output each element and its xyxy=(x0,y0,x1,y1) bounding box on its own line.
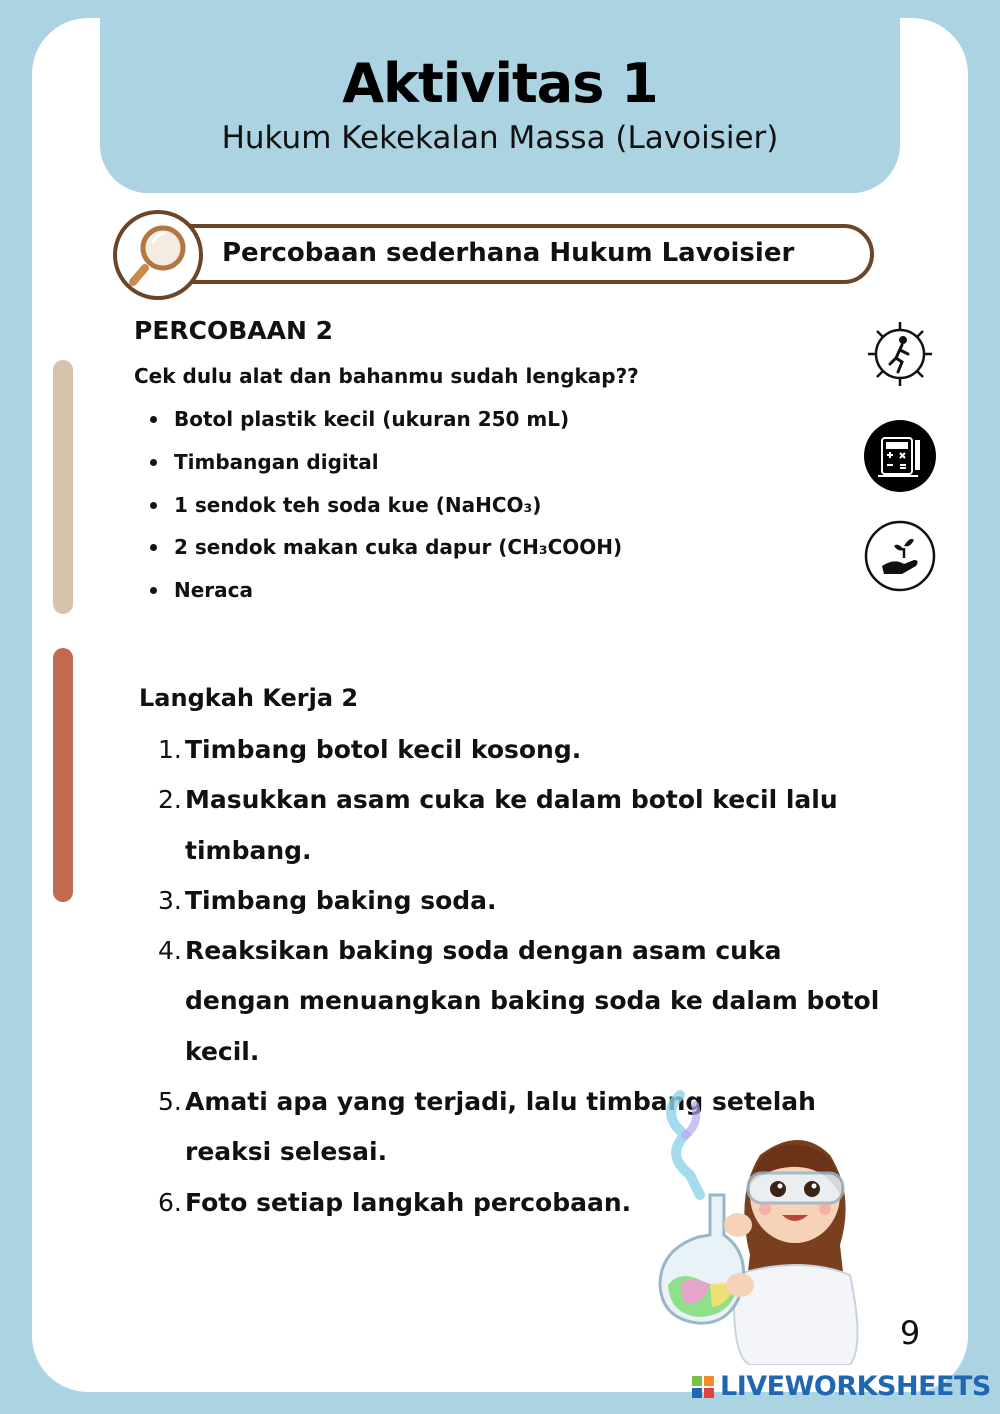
step-text: Amati apa yang terjadi, lalu timbang setelah reaksi selesai. xyxy=(185,1087,816,1167)
page-subtitle: Hukum Kekekalan Massa (Lavoisier) xyxy=(221,120,779,156)
list-item: 1 sendok teh soda kue (NaHCO₃) xyxy=(148,484,622,527)
scientist-illustration xyxy=(640,1085,880,1365)
step-number: 2. xyxy=(158,785,182,815)
step-number: 4. xyxy=(158,936,182,966)
step-text: Timbang botol kecil kosong. xyxy=(185,735,582,764)
list-item: 2 sendok makan cuka dapur (CH₃COOH) xyxy=(148,526,622,569)
page-number: 9 xyxy=(899,1314,921,1352)
hand-plant-icon xyxy=(864,520,936,592)
step-number: 6. xyxy=(158,1187,182,1217)
calculator-book-icon xyxy=(864,420,936,492)
experiment-title: PERCOBAAN 2 xyxy=(134,316,334,345)
step-item xyxy=(150,725,880,775)
step-item xyxy=(150,775,880,876)
step-text: Masukkan asam cuka ke dalam botol kecil lalu timbang. xyxy=(185,785,838,865)
page-title: Aktivitas 1 xyxy=(342,52,658,115)
steps-title: Langkah Kerja 2 xyxy=(139,684,359,712)
gear-person-icon xyxy=(864,318,936,390)
step-number: 1. xyxy=(158,735,182,764)
decor-bar-rust xyxy=(53,648,73,902)
tools-list xyxy=(148,398,622,612)
check-text: Cek dulu alat dan bahanmu sudah lengkap?? xyxy=(134,364,639,388)
magnifier-icon xyxy=(113,210,203,300)
step-item xyxy=(150,926,880,1077)
step-number: 3. xyxy=(158,885,182,915)
step-text: Timbang baking soda. xyxy=(185,885,497,915)
list-item: Botol plastik kecil (ukuran 250 mL) xyxy=(148,398,622,441)
step-text: Reaksikan baking soda dengan asam cuka dengan menuangkan baking soda ke dalam botol kecil. xyxy=(185,936,880,1066)
decor-bar-beige xyxy=(53,360,73,614)
list-item: Timbangan digital xyxy=(148,441,622,484)
step-item xyxy=(150,876,880,926)
step-text: Foto setiap langkah percobaan. xyxy=(185,1187,632,1217)
step-number: 5. xyxy=(158,1087,182,1117)
list-item: Neraca xyxy=(148,569,622,612)
watermark-text[interactable]: LIVEWORKSHEETS xyxy=(720,1371,991,1402)
banner-label: Percobaan sederhana Hukum Lavoisier xyxy=(222,238,795,268)
